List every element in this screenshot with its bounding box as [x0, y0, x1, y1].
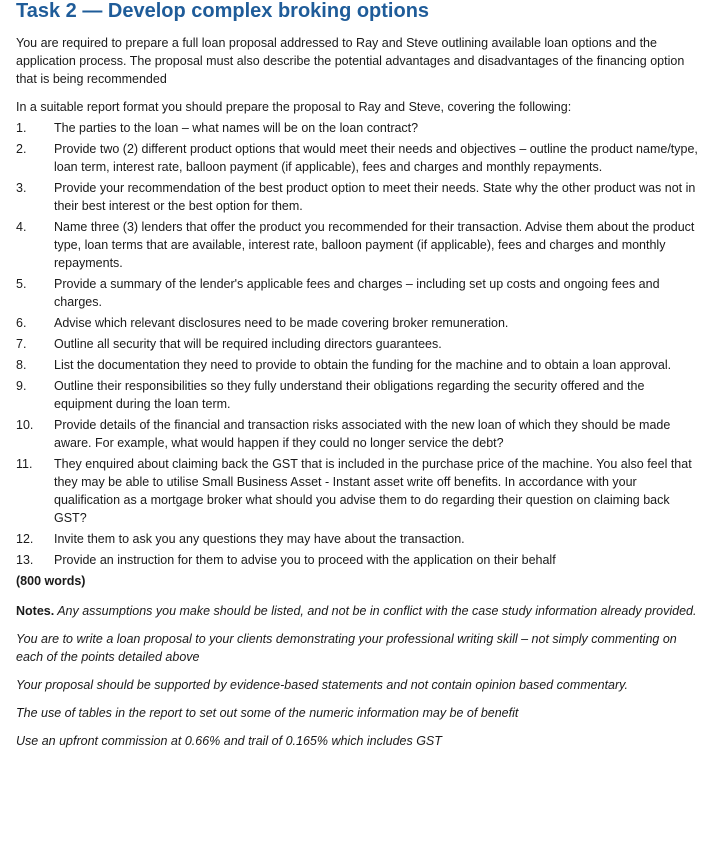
- item-text: Provide a summary of the lender's applicable fees and charges – including set up costs and ongoing fees and charges.: [54, 277, 660, 309]
- item-text: List the documentation they need to provide to obtain the funding for the machine and to obtain a loan approval.: [54, 358, 672, 372]
- item-text: Provide details of the financial and transaction risks associated with the new loan of which they should be made aware. For example, what would happen if they could no longer service the debt?: [54, 418, 671, 450]
- list-item: [16, 179, 700, 215]
- list-item: [16, 551, 700, 569]
- item-text: Outline all security that will be required including directors guarantees.: [54, 337, 442, 351]
- list-item: [16, 416, 700, 452]
- item-number: 7.: [16, 337, 27, 351]
- item-text: Provide an instruction for them to advise you to proceed with the application on their behalf: [54, 553, 556, 567]
- list-item: [16, 218, 700, 272]
- item-text: Outline their responsibilities so they fully understand their obligations regarding the security offered and the equipment during the loan term.: [54, 379, 645, 411]
- item-number: 13.: [16, 553, 34, 567]
- item-number: 4.: [16, 220, 27, 234]
- lead-paragraph: In a suitable report format you should prepare the proposal to Ray and Steve, covering the following:: [16, 100, 572, 114]
- list-item: [16, 377, 700, 413]
- list-item: [16, 119, 700, 137]
- item-number: 1.: [16, 121, 27, 135]
- task-list: [16, 119, 700, 569]
- item-number: 6.: [16, 316, 27, 330]
- item-number: 2.: [16, 142, 27, 156]
- list-item: [16, 356, 700, 374]
- notes-label: Notes.: [16, 604, 55, 618]
- item-number: 12.: [16, 532, 34, 546]
- list-item: [16, 335, 700, 353]
- word-count: (800 words): [16, 574, 86, 588]
- page-title: Task 2 — Develop complex broking options: [16, 0, 430, 22]
- item-text: Invite them to ask you any questions they may have about the transaction.: [54, 532, 465, 546]
- item-text: Provide your recommendation of the best product option to meet their needs. State why the other product was not in their best interest or the best option for them.: [54, 181, 696, 213]
- item-number: 5.: [16, 277, 27, 291]
- item-text: Provide two (2) different product options that would meet their needs and objectives – outline the product name/type, loan term, interest rate, balloon payment (if applicable), fees and charges and monthly repayments.: [54, 142, 698, 174]
- list-item: [16, 455, 700, 527]
- intro-paragraph: You are required to prepare a full loan proposal addressed to Ray and Steve outlining available loan options and the application process. The proposal must also describe the potential advantages and disadvantages of the financing option that is being recommended: [16, 36, 685, 86]
- item-text: They enquired about claiming back the GST that is included in the purchase price of the machine. You also feel that they may be able to utilise Small Business Asset - Instant asset write off benefits. In accordance with your qualification as a mortgage broker what should you advise them to do regarding their question on claiming back GST?: [54, 457, 692, 525]
- notes-intro-text: Any assumptions you make should be listed, and not be in conflict with the case study information already provided.: [57, 604, 697, 618]
- item-text: Name three (3) lenders that offer the product you recommended for their transaction. Advise them about the product type, loan terms that are available, interest rate, balloon payment (if applicable), fees and charges and monthly repayments.: [54, 220, 695, 270]
- item-number: 11.: [16, 457, 33, 471]
- list-item: [16, 275, 700, 311]
- item-number: 10.: [16, 418, 34, 432]
- list-item: [16, 314, 700, 332]
- notes-intro: [16, 602, 700, 620]
- item-number: 8.: [16, 358, 27, 372]
- item-text: The parties to the loan – what names will be on the loan contract?: [54, 121, 419, 135]
- item-text: Advise which relevant disclosures need to be made covering broker remuneration.: [54, 316, 509, 330]
- list-item: [16, 140, 700, 176]
- item-number: 9.: [16, 379, 27, 393]
- note-paragraph: Use an upfront commission at 0.66% and trail of 0.165% which includes GST: [16, 734, 442, 748]
- note-paragraph: You are to write a loan proposal to your clients demonstrating your professional writing skill – not simply commenting on each of the points detailed above: [16, 632, 677, 664]
- list-item: [16, 530, 700, 548]
- note-paragraph: Your proposal should be supported by evidence-based statements and not contain opinion based commentary.: [16, 678, 628, 692]
- note-paragraph: The use of tables in the report to set out some of the numeric information may be of benefit: [16, 706, 519, 720]
- item-number: 3.: [16, 181, 27, 195]
